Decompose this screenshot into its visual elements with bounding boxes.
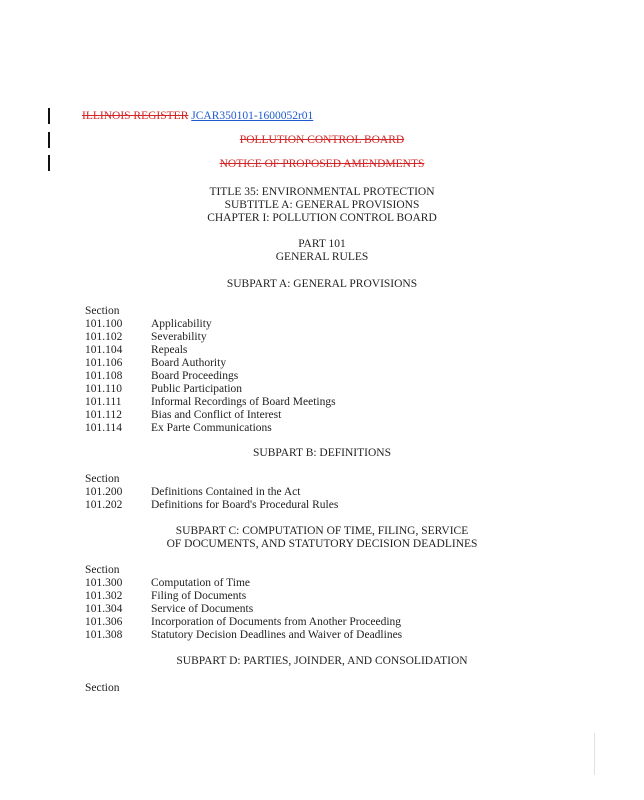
register-header <box>82 110 313 122</box>
section-number: 101.102 <box>85 331 123 343</box>
notice-struck-text: NOTICE OF PROPOSED AMENDMENTS <box>219 158 425 170</box>
section-title: Applicability <box>151 318 212 330</box>
subpart-c-heading-line2: OF DOCUMENTS, AND STATUTORY DECISION DEADLINES <box>166 538 478 550</box>
section-title: Statutory Decision Deadlines and Waiver of Deadlines <box>151 629 403 641</box>
section-title: Informal Recordings of Board Meetings <box>151 396 336 408</box>
section-number: 101.104 <box>85 344 123 356</box>
section-number: 101.302 <box>85 590 123 602</box>
section-title: Bias and Conflict of Interest <box>151 409 282 421</box>
chapter-line: CHAPTER I: POLLUTION CONTROL BOARD <box>207 212 437 224</box>
register-inserted-text: JCAR350101-1600052r01 <box>191 110 314 122</box>
section-number: 101.300 <box>85 577 123 589</box>
section-title: Board Proceedings <box>151 370 239 382</box>
section-label: Section <box>85 564 120 576</box>
subtitle-line: SUBTITLE A: GENERAL PROVISIONS <box>224 199 420 211</box>
section-number: 101.202 <box>85 499 123 511</box>
section-title: Definitions for Board's Procedural Rules <box>151 499 339 511</box>
part-number: PART 101 <box>298 238 346 250</box>
section-title: Public Participation <box>151 383 243 395</box>
section-number: 101.112 <box>85 409 122 421</box>
section-number: 101.100 <box>85 318 123 330</box>
section-title: Computation of Time <box>151 577 251 589</box>
section-title: Severability <box>151 331 207 343</box>
section-title: Ex Parte Communications <box>151 422 272 434</box>
section-label: Section <box>85 682 120 694</box>
change-bar <box>48 108 50 124</box>
subpart-c-heading-line1: SUBPART C: COMPUTATION OF TIME, FILING, SERVICE <box>175 525 469 537</box>
section-number: 101.108 <box>85 370 123 382</box>
section-title: Repeals <box>151 344 188 356</box>
scan-edge-mark <box>594 733 595 775</box>
subpart-b-heading: SUBPART B: DEFINITIONS <box>253 447 391 459</box>
section-number: 101.308 <box>85 629 123 641</box>
part-name: GENERAL RULES <box>275 251 369 263</box>
section-title: Service of Documents <box>151 603 254 615</box>
section-number: 101.114 <box>85 422 122 434</box>
section-title: Board Authority <box>151 357 227 369</box>
register-struck-text: ILLINOIS REGISTER <box>82 110 189 122</box>
section-number: 101.306 <box>85 616 123 628</box>
section-label: Section <box>85 473 120 485</box>
section-number: 101.200 <box>85 486 123 498</box>
section-title: Filing of Documents <box>151 590 247 602</box>
board-struck-text: POLLUTION CONTROL BOARD <box>239 134 405 146</box>
section-title: Definitions Contained in the Act <box>151 486 301 498</box>
notice-header <box>0 158 644 170</box>
section-title: Incorporation of Documents from Another Proceeding <box>151 616 402 628</box>
board-header <box>0 134 644 146</box>
section-label: Section <box>85 305 120 317</box>
section-number: 101.110 <box>85 383 122 395</box>
section-number: 101.304 <box>85 603 123 615</box>
section-number: 101.106 <box>85 357 123 369</box>
section-number: 101.111 <box>85 396 122 408</box>
title-line: TITLE 35: ENVIRONMENTAL PROTECTION <box>209 186 435 198</box>
subpart-a-heading: SUBPART A: GENERAL PROVISIONS <box>226 278 418 290</box>
subpart-d-heading: SUBPART D: PARTIES, JOINDER, AND CONSOLIDATION <box>176 655 468 667</box>
